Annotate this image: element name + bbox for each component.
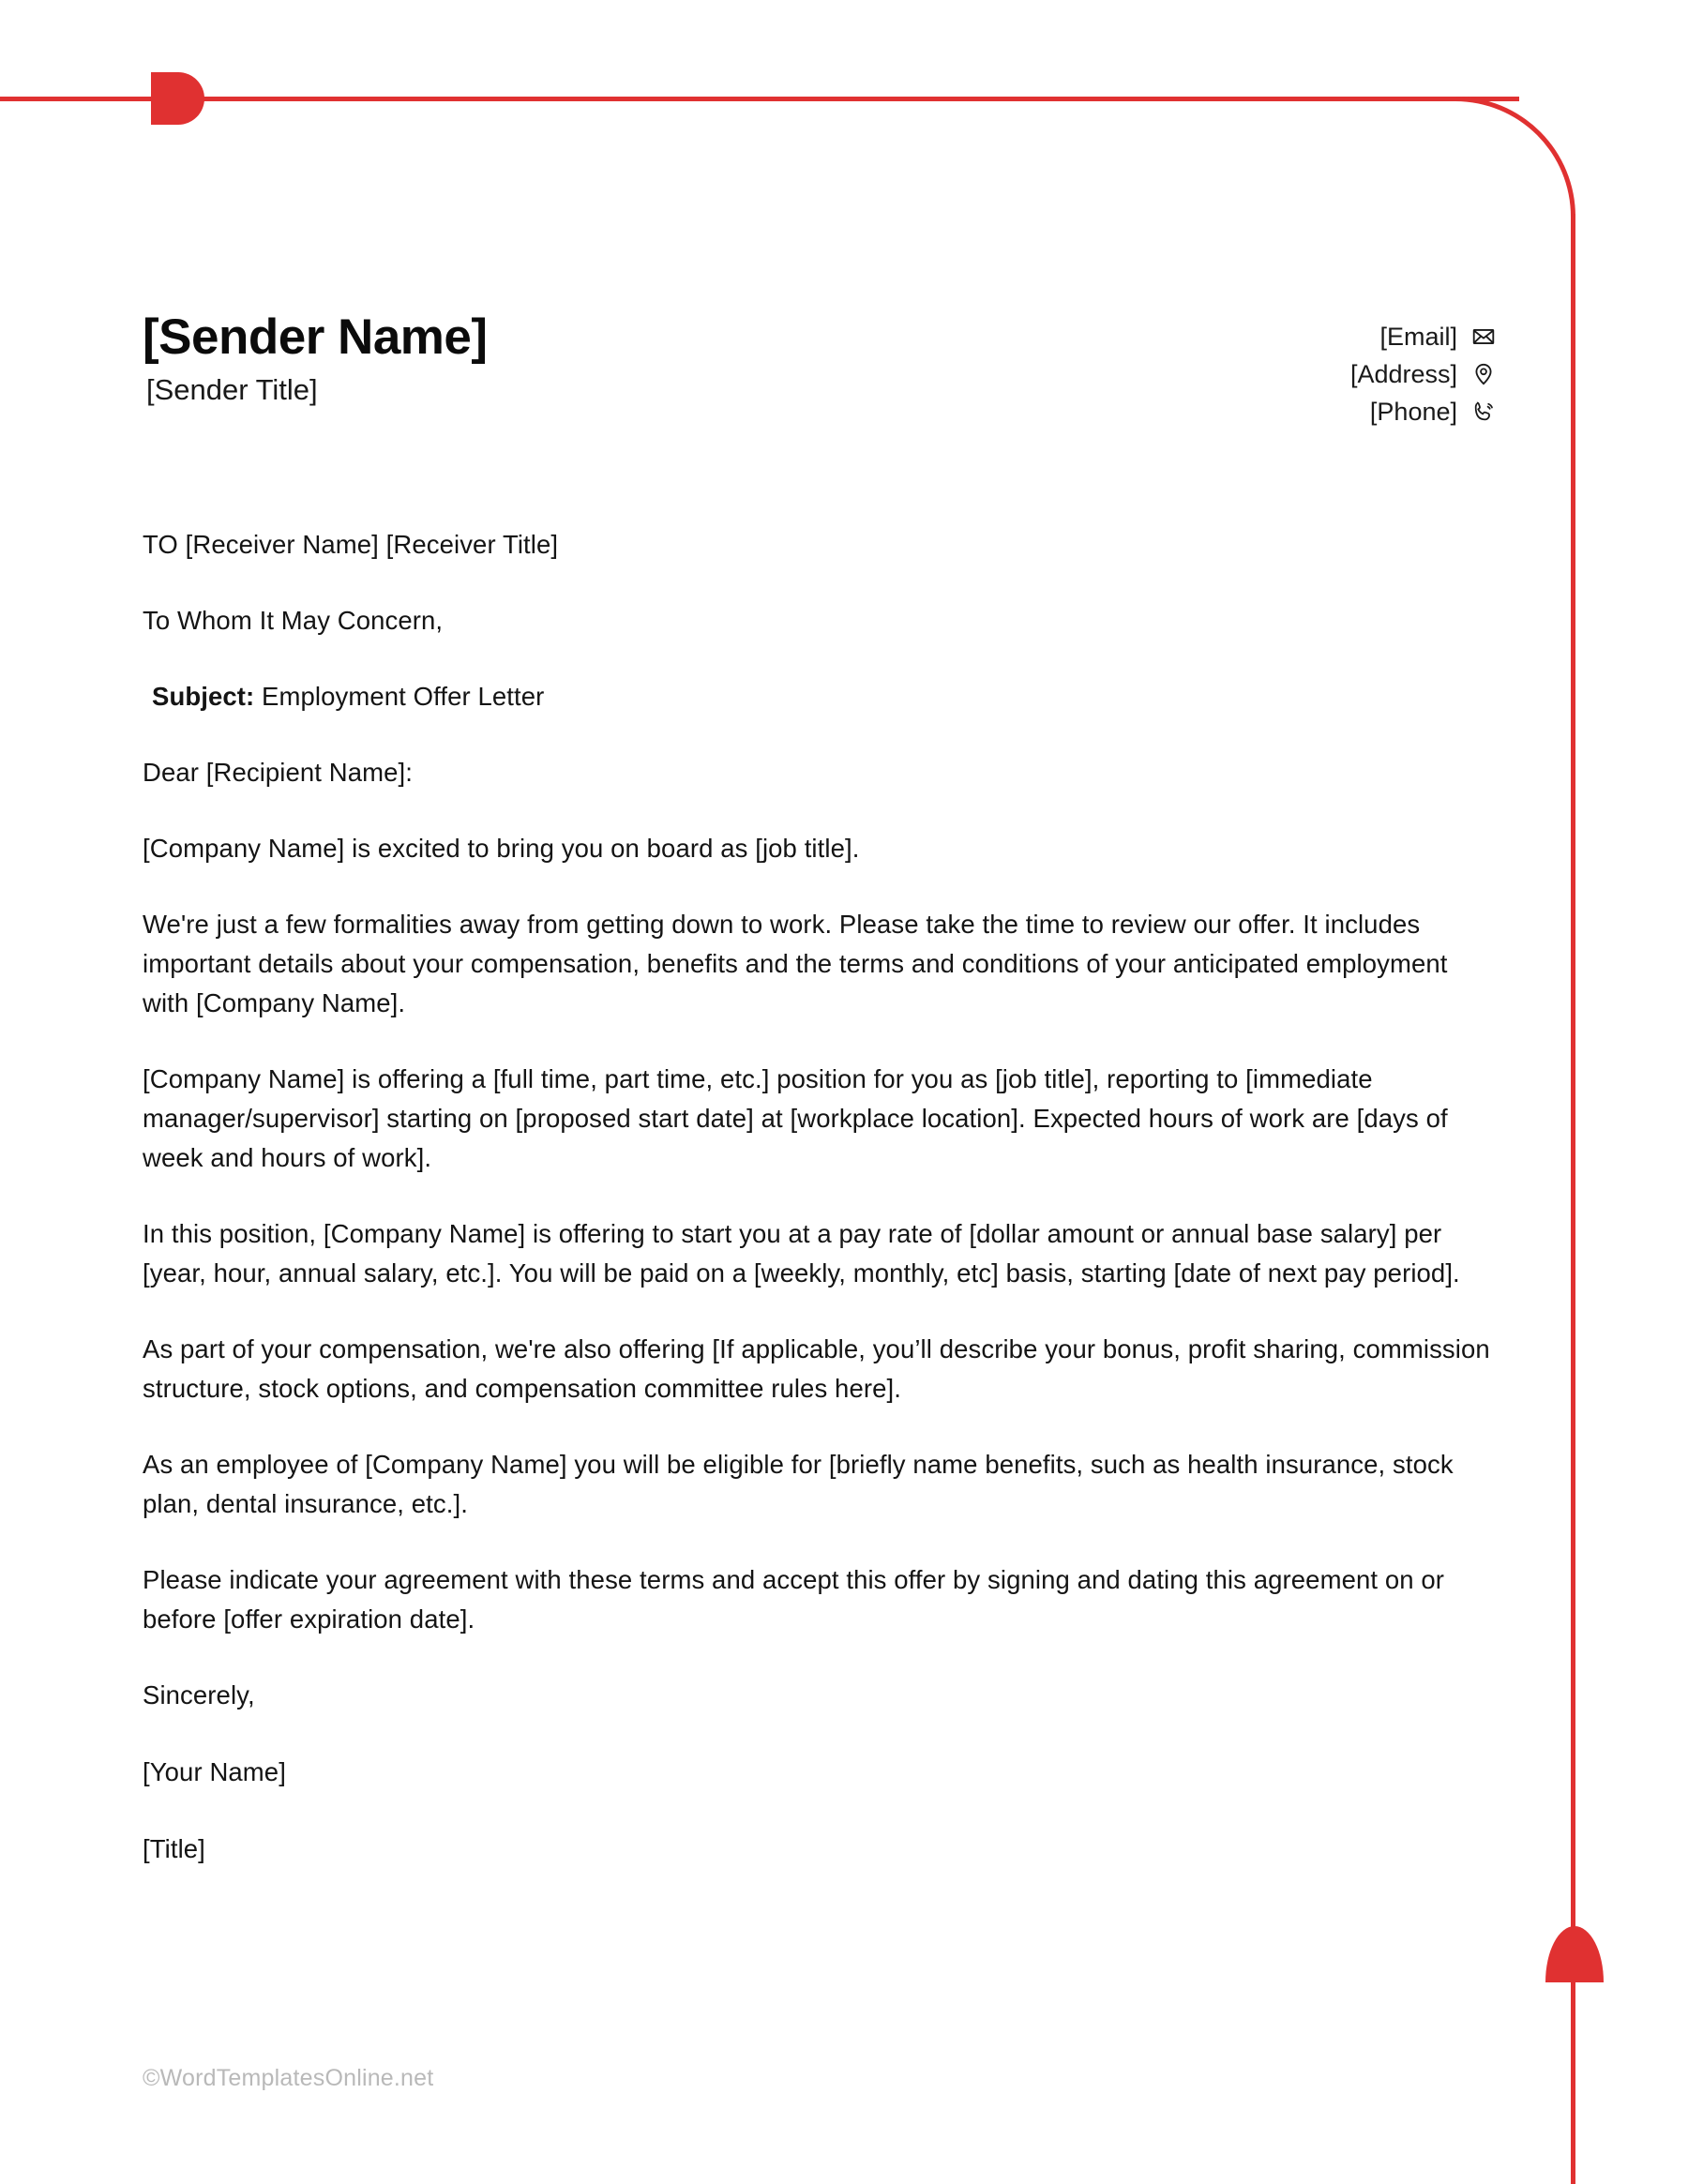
contact-address-text: [Address]	[1349, 359, 1457, 388]
subject-value: Employment Offer Letter	[262, 682, 545, 711]
top-horizontal-rule	[0, 97, 1519, 101]
body-paragraph-6: As an employee of [Company Name] you will be eligible for [briefly name benefits, such as health insurance, stock plan, dental insurance, etc.].	[143, 1450, 1454, 1518]
subject-line	[152, 677, 1499, 716]
subject-label: Subject:	[152, 682, 255, 711]
contact-phone-text: [Phone]	[1369, 397, 1457, 426]
salutation: Dear [Recipient Name]:	[143, 758, 414, 787]
body-paragraph-4: In this position, [Company Name] is offering to start you at a pay rate of [dollar amount or annual base salary] per [year, hour, annual salary, etc.]. You will be paid on a [weekly, monthly, etc] basis, starting [date of next pay period].	[143, 1219, 1460, 1288]
contact-row-email	[1187, 323, 1497, 351]
letter-body	[143, 525, 1499, 1906]
contact-email-text: [Email]	[1379, 322, 1457, 351]
body-paragraph-3: [Company Name] is offering a [full time, part time, etc.] position for you as [job title], reporting to [immediate manager/supervisor] starting on [proposed start date] at [workplace location]. Expected hours of work are [days of week and hours of work].	[143, 1064, 1448, 1172]
body-paragraph-7: Please indicate your agreement with these terms and accept this offer by signing and dating this agreement on or before [offer expiration date].	[143, 1565, 1445, 1634]
right-vertical-rule	[1571, 214, 1575, 2184]
signer-name: [Your Name]	[143, 1757, 286, 1786]
top-left-d-badge-icon	[151, 72, 204, 125]
body-paragraph-1: [Company Name] is excited to bring you on board as [job title].	[143, 834, 860, 863]
contact-row-address	[1187, 360, 1497, 388]
letterhead	[143, 309, 1497, 426]
signer-title: [Title]	[143, 1834, 205, 1863]
sender-title: [Sender Title]	[146, 372, 318, 406]
body-paragraph-2: We're just a few formalities away from getting down to work. Please take the time to review our offer. It includes important details about your compensation, benefits and the terms and conditions of your anticipated employment with [Company Name].	[143, 910, 1448, 1017]
bottom-right-dome-badge-icon	[1545, 1926, 1604, 1982]
footer-credit: ©WordTemplatesOnline.net	[143, 2065, 434, 2091]
sender-name: [Sender Name]	[143, 309, 488, 365]
to-line: TO [Receiver Name] [Receiver Title]	[143, 530, 559, 559]
formal-greeting: To Whom It May Concern,	[143, 606, 444, 635]
map-pin-icon	[1470, 361, 1497, 387]
contact-row-phone	[1187, 398, 1497, 426]
body-paragraph-5: As part of your compensation, we're also offering [If applicable, you’ll describe your bonus, profit sharing, commission structure, stock options, and compensation committee rules here].	[143, 1334, 1490, 1403]
phone-icon	[1470, 399, 1497, 425]
top-right-corner-arc	[1455, 97, 1575, 217]
contact-block	[1187, 323, 1497, 435]
envelope-icon	[1470, 324, 1497, 350]
closing: Sincerely,	[143, 1680, 255, 1710]
